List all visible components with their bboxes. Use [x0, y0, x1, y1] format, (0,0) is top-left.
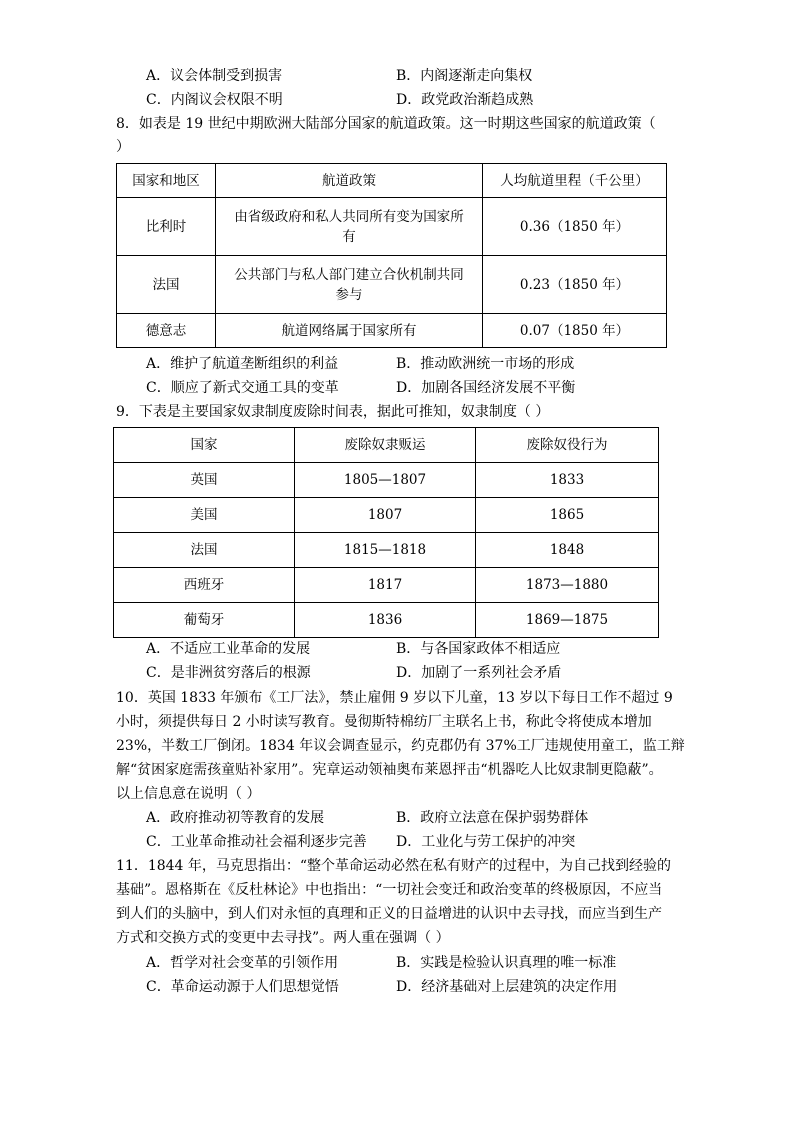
table-cell-country: 比利时 — [117, 198, 216, 256]
q7-option-b: B．内阁逐渐走向集权 — [396, 68, 533, 84]
table-cell-mileage: 0.07（1850 年） — [483, 314, 667, 348]
q11-option-d: D．经济基础对上层建筑的决定作用 — [396, 979, 618, 995]
table-row — [114, 603, 659, 638]
q10-line-5: 以上信息意在说明（ ） — [116, 786, 261, 802]
q10-line-4: 解“贫困家庭需孩童贴补家用”。宪章运动领袖奥布莱恩抨击“机器吃人比奴隶制更隐蔽”。 — [116, 762, 663, 778]
q10-line-3: 23%，半数工厂倒闭。1834 年议会调查显示，约克郡仍有 37%工厂违规使用童工，监工辩 — [116, 738, 685, 754]
q10-option-d: D．工业化与劳工保护的冲突 — [396, 834, 576, 850]
table-header-cell: 废除奴役行为 — [476, 428, 659, 463]
table-header-cell: 航道政策 — [216, 164, 483, 198]
table-row — [114, 498, 659, 533]
table-cell: 1848 — [476, 533, 659, 568]
q9-option-d: D．加剧了一系列社会矛盾 — [396, 665, 562, 681]
q10-line-1: 10．英国 1833 年颁布《工厂法》，禁止雇佣 9 岁以下儿童，13 岁以下每日工作不超过 9 — [116, 690, 673, 706]
q9-stem: 9．下表是主要国家奴隶制度废除时间表，据此可推知，奴隶制度（ ） — [116, 404, 550, 420]
q11-line-4: 方式和交换方式的变更中去寻找”。两人重在强调（ ） — [116, 930, 450, 946]
q7-option-a: A．议会体制受到损害 — [146, 68, 283, 84]
table-cell-policy: 公共部门与私人部门建立合伙机制共同 参与 — [216, 256, 483, 314]
table-cell: 1817 — [295, 568, 476, 603]
table-row — [114, 533, 659, 568]
table-header-cell: 国家和地区 — [117, 164, 216, 198]
q8-option-a: A．维护了航道垄断组织的利益 — [146, 356, 339, 372]
table-cell: 葡萄牙 — [114, 603, 295, 638]
table-cell: 英国 — [114, 463, 295, 498]
q10-option-b: B．政府立法意在保护弱势群体 — [396, 810, 589, 826]
table-cell-country: 德意志 — [117, 314, 216, 348]
q8-option-c: C．顺应了新式交通工具的变革 — [146, 380, 339, 396]
table-cell-mileage: 0.23（1850 年） — [483, 256, 667, 314]
table-row — [117, 198, 667, 256]
table-cell: 美国 — [114, 498, 295, 533]
q7-option-d: D．政党政治渐趋成熟 — [396, 92, 534, 108]
table-cell-country: 法国 — [117, 256, 216, 314]
table-header-cell: 废除奴隶贩运 — [295, 428, 476, 463]
q8-option-b: B．推动欧洲统一市场的形成 — [396, 356, 575, 372]
q10-line-2: 小时，须提供每日 2 小时读写教育。曼彻斯特棉纺厂主联名上书，称此令将使成本增加 — [116, 714, 652, 730]
table-row — [114, 463, 659, 498]
table-cell: 1865 — [476, 498, 659, 533]
table-cell: 1873—1880 — [476, 568, 659, 603]
table-cell: 1807 — [295, 498, 476, 533]
q11-line-3: 到人们的头脑中，到人们对永恒的真理和正义的日益增进的认识中去寻找，而应当到生产 — [116, 906, 662, 922]
table-cell-mileage: 0.36（1850 年） — [483, 198, 667, 256]
table-header-cell: 国家 — [114, 428, 295, 463]
q8-stem-line-2: ） — [116, 139, 130, 155]
q9-table — [113, 427, 659, 638]
q11-line-1: 11．1844 年，马克思指出：“整个革命运动必然在私有财产的过程中，为自己找到经验的 — [116, 858, 672, 874]
q11-option-c: C．革命运动源于人们思想觉悟 — [146, 979, 339, 995]
q9-option-b: B．与各国家政体不相适应 — [396, 641, 561, 657]
table-cell: 法国 — [114, 533, 295, 568]
q8-table — [116, 163, 667, 348]
table-cell: 1805—1807 — [295, 463, 476, 498]
q10-option-c: C．工业革命推动社会福利逐步完善 — [146, 834, 367, 850]
table-header-row — [114, 428, 659, 463]
table-cell: 1833 — [476, 463, 659, 498]
table-header-cell: 人均航道里程（千公里） — [483, 164, 667, 198]
table-cell: 西班牙 — [114, 568, 295, 603]
table-row — [117, 314, 667, 348]
table-cell: 1869—1875 — [476, 603, 659, 638]
q8-stem-line-1: 8．如表是 19 世纪中期欧洲大陆部分国家的航道政策。这一时期这些国家的航道政策（ — [116, 116, 656, 132]
table-cell: 1836 — [295, 603, 476, 638]
table-row — [117, 256, 667, 314]
table-header-row — [117, 164, 667, 198]
q7-option-c: C．内阁议会权限不明 — [146, 92, 283, 108]
table-cell-policy: 航道网络属于国家所有 — [216, 314, 483, 348]
table-cell: 1815—1818 — [295, 533, 476, 568]
table-row — [114, 568, 659, 603]
q10-option-a: A．政府推动初等教育的发展 — [146, 810, 325, 826]
q9-option-c: C．是非洲贫穷落后的根源 — [146, 665, 311, 681]
table-cell-policy: 由省级政府和私人共同所有变为国家所 有 — [216, 198, 483, 256]
q9-option-a: A．不适应工业革命的发展 — [146, 641, 311, 657]
q11-option-b: B．实践是检验认识真理的唯一标准 — [396, 955, 617, 971]
q11-option-a: A．哲学对社会变革的引领作用 — [146, 955, 339, 971]
q8-option-d: D．加剧各国经济发展不平衡 — [396, 380, 576, 396]
q11-line-2: 基础”。恩格斯在《反杜林论》中也指出：“一切社会变迁和政治变革的终极原因，不应当 — [116, 882, 663, 898]
